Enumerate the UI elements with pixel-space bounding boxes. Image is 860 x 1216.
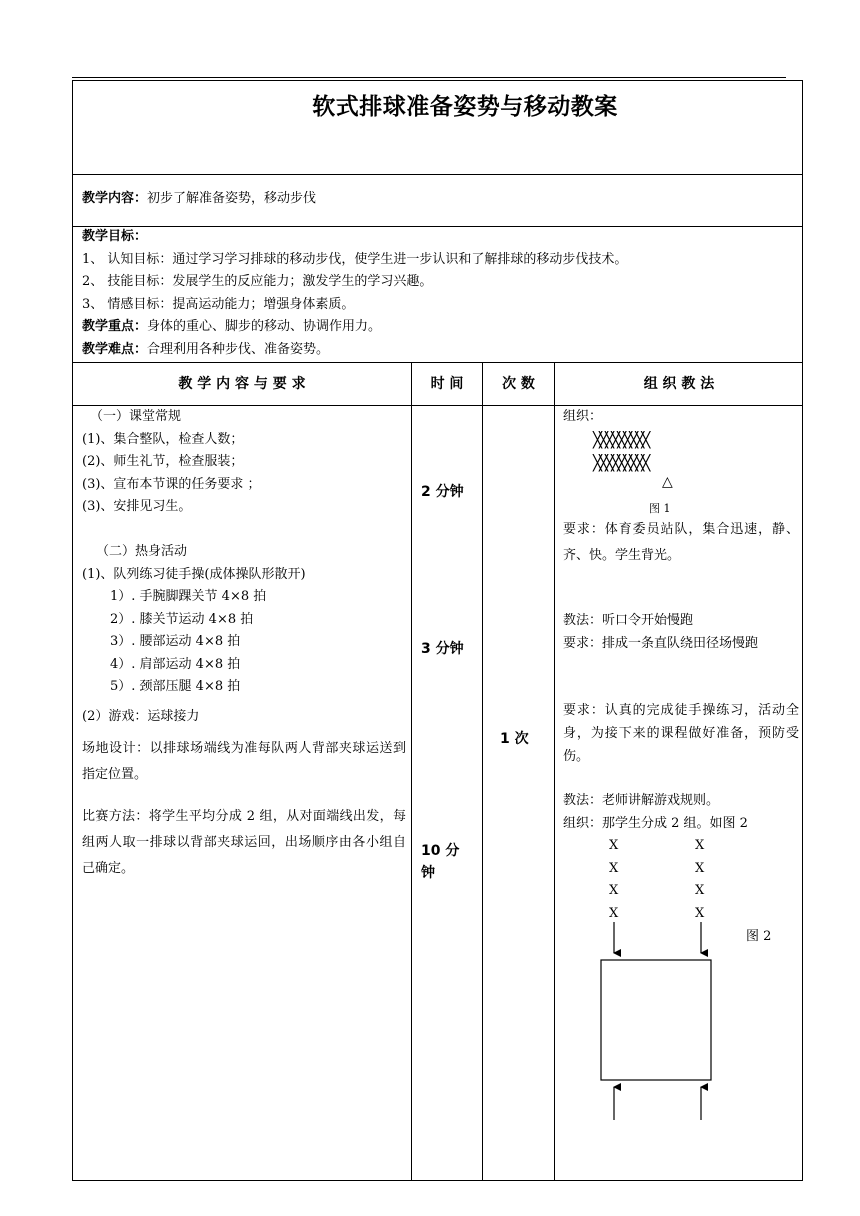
student-marker-left: X: [609, 838, 619, 853]
requirement-text: 要求：排成一条直队绕田径场慢跑: [563, 636, 759, 651]
list-item: (1)、队列练习徒手操(成体操队形散开): [82, 566, 306, 582]
list-item: 1）. 手腕脚踝关节 4×8 拍: [110, 589, 267, 604]
list-item: 4）. 肩部运动 4×8 拍: [110, 656, 241, 672]
column-divider: [554, 363, 555, 1180]
difficulty-text: 合理利用各种步伐、准备姿势。: [147, 341, 330, 357]
section-title: （一）课堂常规: [90, 409, 182, 424]
header-time: 时 间: [430, 376, 464, 392]
student-marker-left: X: [609, 883, 619, 898]
list-item: 5）. 颈部压腿 4×8 拍: [110, 679, 241, 694]
header-count: 次 数: [502, 376, 535, 392]
header-content: 教 学 内 容 与 要 求: [178, 376, 306, 392]
student-marker-left: X: [609, 906, 619, 921]
list-item: (2)、师生礼节，检查服装；: [82, 454, 244, 469]
student-marker-right: X: [695, 838, 705, 853]
student-marker-right: X: [695, 883, 705, 898]
list-item: (3)、宣布本节课的任务要求 ；: [82, 476, 261, 492]
column-divider: [411, 363, 412, 1180]
student-formation-row: ╳╳╳╳╳╳╳╳╳: [593, 454, 648, 472]
content-text: 初步了解准备姿势，移动步伐: [147, 191, 317, 206]
time-value: 10 分钟: [421, 843, 460, 881]
method-text: 教法：老师讲解游戏规则。: [563, 793, 720, 808]
column-divider: [482, 363, 483, 1180]
requirement-text: 要求：体育委员站队，集合迅速，静、齐、快。学生背光。: [563, 522, 799, 563]
difficulty-label: 教学难点：: [82, 341, 148, 357]
teaching-content: [82, 188, 316, 211]
student-formation-row: ╳╳╳╳╳╳╳╳╳: [593, 431, 648, 449]
list-item: (1)、集合整队，检查人数；: [82, 431, 244, 447]
student-marker-right: X: [695, 906, 705, 921]
organization-text: 组织：那学生分成 2 组。如图 2: [563, 816, 748, 831]
top-rule: [72, 77, 786, 78]
figure-caption: 图 1: [649, 502, 671, 515]
key-text: 身体的重心、脚步的移动、协调作用力。: [147, 319, 382, 334]
objectives-label: 教学目标：: [82, 229, 148, 244]
routine-section: [82, 406, 261, 519]
court-rectangle: [601, 960, 711, 1080]
list-item: 3）. 腰部运动 4×8 拍: [110, 634, 241, 649]
method-text: 教法：听口令开始慢跑: [563, 613, 694, 628]
list-item: 2）. 膝关节运动 4×8 拍: [110, 611, 254, 627]
page-title: 软式排球准备姿势与移动教案: [312, 94, 618, 120]
objective-item: 3、 情感目标：提高运动能力；增强身体素质。: [82, 296, 355, 312]
list-item: (3)、安排见习生。: [82, 499, 192, 514]
count-value: 1 次: [500, 731, 529, 747]
field-design: 场地设计：以排球场端线为准每队两人背部夹球运送到指定位置。: [82, 741, 406, 782]
game-title: (2）游戏：运球接力: [82, 709, 200, 724]
organization-label: 组织：: [563, 409, 603, 424]
section-title: （二）热身活动: [96, 544, 188, 559]
objectives-block: [82, 226, 627, 361]
teacher-triangle-icon: △: [662, 474, 673, 490]
difficulty-point: [82, 339, 627, 362]
game-rules: 比赛方法：将学生平均分成 2 组，从对面端线出发，每组两人取一排球以背部夹球运回，出场顺序由各小组自己确定。: [82, 809, 406, 876]
time-value: 3 分钟: [421, 641, 464, 657]
requirement-text: 要求：认真的完成徒手操练习，活动全身，为接下来的课程做好准备，预防受伤。: [563, 703, 799, 764]
key-point: [82, 316, 627, 339]
time-value: 2 分钟: [421, 484, 464, 500]
key-label: 教学重点：: [82, 319, 148, 334]
header-method: 组 织 教 法: [643, 376, 715, 392]
warmup-section: [82, 541, 306, 699]
student-marker-right: X: [695, 861, 705, 876]
objective-item: 1、 认知目标：通过学习学习排球的移动步伐，使学生进一步认识和了解排球的移动步伐技术。: [82, 251, 628, 267]
row-divider: [72, 174, 803, 175]
relay-court-diagram: [590, 920, 730, 1125]
objective-item: 2、 技能目标：发展学生的反应能力；激发学生的学习兴趣。: [82, 274, 433, 289]
student-marker-left: X: [609, 861, 619, 876]
figure-caption: 图 2: [746, 929, 772, 944]
content-label: 教学内容：: [82, 191, 148, 206]
